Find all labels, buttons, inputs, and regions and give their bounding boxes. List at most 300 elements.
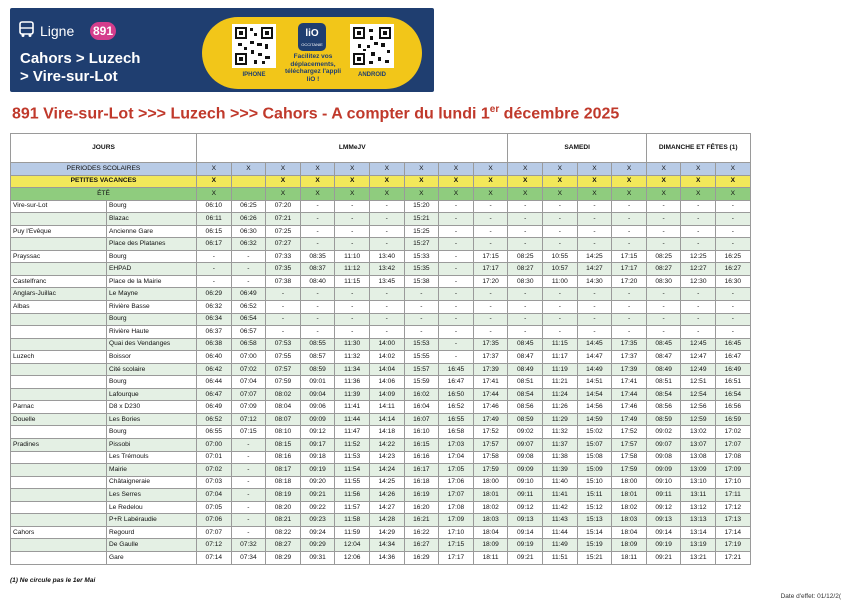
period-mark: X — [681, 163, 716, 176]
time-cell: 14:56 — [577, 401, 612, 414]
time-cell: - — [439, 275, 474, 288]
time-cell: 15:33 — [404, 250, 439, 263]
time-cell: 11:58 — [335, 514, 370, 527]
time-cell: 09:12 — [508, 501, 543, 514]
commune-cell — [11, 326, 107, 339]
time-cell: 16:51 — [716, 376, 751, 389]
period-label: ÉTÉ — [11, 188, 197, 201]
period-mark: X — [300, 175, 335, 188]
time-cell: 09:14 — [646, 526, 681, 539]
table-row — [11, 439, 751, 452]
time-cell: 11:15 — [335, 275, 370, 288]
time-cell: - — [543, 238, 578, 251]
time-cell: 07:59 — [266, 376, 301, 389]
time-cell: 08:37 — [300, 263, 335, 276]
time-cell: 12:47 — [681, 351, 716, 364]
time-cell: - — [439, 301, 474, 314]
commune-cell — [11, 539, 107, 552]
time-cell: 18:09 — [612, 539, 647, 552]
table-row — [11, 213, 751, 226]
time-cell: 07:27 — [266, 238, 301, 251]
time-cell: - — [716, 301, 751, 314]
table-row — [11, 413, 751, 426]
time-cell: - — [300, 225, 335, 238]
stop-cell: Bourg — [107, 200, 197, 213]
time-cell: 17:07 — [439, 489, 474, 502]
time-cell: 14:45 — [577, 338, 612, 351]
table-row — [11, 388, 751, 401]
period-mark: X — [369, 175, 404, 188]
time-cell: 08:02 — [266, 388, 301, 401]
time-cell: 06:32 — [231, 238, 266, 251]
time-cell: - — [404, 301, 439, 314]
footnote: (1) Ne circule pas le 1er Mai — [10, 577, 96, 584]
period-mark: X — [335, 188, 370, 201]
time-cell: 11:54 — [335, 464, 370, 477]
time-cell: - — [681, 313, 716, 326]
commune-cell: Puy l'Evêque — [11, 225, 107, 238]
time-cell: - — [369, 301, 404, 314]
time-cell: 17:59 — [473, 464, 508, 477]
time-cell: 11:53 — [335, 451, 370, 464]
time-cell: - — [369, 238, 404, 251]
time-cell: - — [681, 200, 716, 213]
table-row — [11, 501, 751, 514]
time-cell: 18:01 — [473, 489, 508, 502]
time-cell: 08:07 — [266, 413, 301, 426]
commune-cell: Parnac — [11, 401, 107, 414]
time-cell: 06:30 — [231, 225, 266, 238]
time-cell: 09:04 — [300, 388, 335, 401]
time-cell: 14:23 — [369, 451, 404, 464]
time-cell: 09:09 — [646, 464, 681, 477]
time-cell: 11:10 — [335, 250, 370, 263]
period-mark: X — [681, 175, 716, 188]
time-cell: - — [612, 213, 647, 226]
time-cell: - — [508, 326, 543, 339]
time-cell: - — [543, 200, 578, 213]
time-cell: 11:42 — [543, 501, 578, 514]
commune-cell — [11, 489, 107, 502]
time-cell: 06:54 — [231, 313, 266, 326]
commune-cell — [11, 376, 107, 389]
time-cell: - — [439, 288, 474, 301]
period-mark: X — [266, 163, 301, 176]
time-cell: - — [473, 225, 508, 238]
time-cell: - — [266, 313, 301, 326]
commune-cell — [11, 501, 107, 514]
time-cell: 09:23 — [300, 514, 335, 527]
time-cell: 14:59 — [577, 413, 612, 426]
table-row — [11, 326, 751, 339]
time-cell: 17:49 — [612, 413, 647, 426]
time-cell: 09:19 — [646, 539, 681, 552]
stop-cell: Le Mayne — [107, 288, 197, 301]
time-cell: 09:01 — [300, 376, 335, 389]
qr-code-iphone-icon[interactable] — [232, 24, 276, 68]
timetable — [10, 133, 751, 565]
time-cell: 07:00 — [231, 351, 266, 364]
commune-cell: Pradines — [11, 439, 107, 452]
time-cell: - — [646, 301, 681, 314]
time-cell: 08:40 — [300, 275, 335, 288]
period-row — [11, 188, 751, 201]
time-cell: - — [577, 326, 612, 339]
time-cell: 16:59 — [716, 413, 751, 426]
time-cell: - — [577, 238, 612, 251]
time-cell: 13:42 — [369, 263, 404, 276]
time-cell: - — [300, 238, 335, 251]
time-cell: 08:04 — [266, 401, 301, 414]
time-cell: 16:02 — [404, 388, 439, 401]
time-cell: 06:29 — [197, 288, 232, 301]
time-cell: 11:00 — [543, 275, 578, 288]
time-cell: 16:15 — [404, 439, 439, 452]
time-cell: 17:08 — [716, 451, 751, 464]
time-cell: - — [508, 200, 543, 213]
time-cell: 16:56 — [716, 401, 751, 414]
time-cell: - — [335, 213, 370, 226]
timetable-header-row — [11, 134, 751, 163]
time-cell: - — [300, 213, 335, 226]
stop-cell: Les Bories — [107, 413, 197, 426]
time-cell: 17:44 — [473, 388, 508, 401]
time-cell: - — [681, 288, 716, 301]
time-cell: 11:39 — [543, 464, 578, 477]
time-cell: - — [716, 288, 751, 301]
time-cell: 07:07 — [231, 388, 266, 401]
table-row — [11, 451, 751, 464]
table-row — [11, 464, 751, 477]
time-cell: 18:03 — [473, 514, 508, 527]
time-cell: - — [300, 313, 335, 326]
period-mark: X — [231, 163, 266, 176]
commune-cell — [11, 451, 107, 464]
period-mark: X — [197, 175, 232, 188]
time-cell: 11:43 — [543, 514, 578, 527]
time-cell: 14:51 — [577, 376, 612, 389]
time-cell: 16:27 — [716, 263, 751, 276]
time-cell: - — [681, 225, 716, 238]
commune-cell: Anglars-Juillac — [11, 288, 107, 301]
time-cell: 06:25 — [231, 200, 266, 213]
time-cell: - — [577, 213, 612, 226]
time-cell: 08:30 — [508, 275, 543, 288]
time-cell: 08:29 — [266, 551, 301, 564]
time-cell: 11:59 — [335, 526, 370, 539]
time-cell: 16:17 — [404, 464, 439, 477]
period-mark: X — [300, 188, 335, 201]
time-cell: - — [646, 238, 681, 251]
time-cell: - — [543, 213, 578, 226]
lio-logo: liO — [298, 23, 326, 51]
time-cell: 07:03 — [197, 476, 232, 489]
header-samedi: SAMEDI — [508, 134, 646, 163]
time-cell: 08:49 — [646, 363, 681, 376]
time-cell: 07:12 — [197, 539, 232, 552]
time-cell: - — [335, 225, 370, 238]
commune-cell — [11, 476, 107, 489]
time-cell: 11:47 — [335, 426, 370, 439]
title-sup: er — [489, 104, 500, 115]
period-mark — [231, 175, 266, 188]
time-cell: 08:47 — [508, 351, 543, 364]
time-cell: 07:32 — [231, 539, 266, 552]
time-cell: 07:53 — [266, 338, 301, 351]
time-cell: 11:52 — [335, 439, 370, 452]
time-cell: 06:47 — [197, 388, 232, 401]
time-cell: 13:10 — [681, 476, 716, 489]
time-cell: 13:02 — [681, 426, 716, 439]
time-cell: - — [439, 250, 474, 263]
time-cell: 11:19 — [543, 363, 578, 376]
time-cell: - — [473, 313, 508, 326]
time-cell: - — [612, 313, 647, 326]
period-mark: X — [197, 163, 232, 176]
table-row — [11, 526, 751, 539]
time-cell: - — [612, 200, 647, 213]
time-cell: 15:38 — [404, 275, 439, 288]
route-line-2: > Vire-sur-Lot — [20, 68, 118, 85]
time-cell: 06:52 — [197, 413, 232, 426]
period-mark: X — [266, 175, 301, 188]
stop-cell: D8 x D230 — [107, 401, 197, 414]
time-cell: 07:02 — [231, 363, 266, 376]
time-cell: 08:54 — [508, 388, 543, 401]
time-cell: - — [508, 238, 543, 251]
time-cell: 17:21 — [716, 551, 751, 564]
time-cell: 13:40 — [369, 250, 404, 263]
time-cell: - — [681, 238, 716, 251]
time-cell: 13:11 — [681, 489, 716, 502]
time-cell: 17:59 — [612, 464, 647, 477]
time-cell: 11:24 — [543, 388, 578, 401]
time-cell: 18:04 — [473, 526, 508, 539]
stop-cell: Le Redelou — [107, 501, 197, 514]
time-cell: 16:58 — [439, 426, 474, 439]
time-cell: 06:17 — [197, 238, 232, 251]
time-cell: 16:29 — [404, 551, 439, 564]
time-cell: - — [646, 213, 681, 226]
time-cell: 17:15 — [612, 250, 647, 263]
time-cell: 13:45 — [369, 275, 404, 288]
period-mark: X — [716, 188, 751, 201]
time-cell: - — [612, 238, 647, 251]
time-cell: 08:57 — [300, 351, 335, 364]
time-cell: 14:27 — [577, 263, 612, 276]
time-cell: 09:07 — [646, 439, 681, 452]
time-cell: 08:49 — [508, 363, 543, 376]
time-cell: 17:57 — [612, 439, 647, 452]
time-cell: 08:59 — [646, 413, 681, 426]
time-cell: - — [577, 200, 612, 213]
time-cell: 11:55 — [335, 476, 370, 489]
time-cell: 17:17 — [473, 263, 508, 276]
time-cell: 17:08 — [439, 501, 474, 514]
time-cell: 11:41 — [335, 401, 370, 414]
time-cell: 17:09 — [439, 514, 474, 527]
period-label: PERIODES SCOLAIRES — [11, 163, 197, 176]
time-cell: - — [716, 313, 751, 326]
time-cell: 17:35 — [612, 338, 647, 351]
qr-android-caption: ANDROID — [358, 72, 386, 78]
time-cell: 17:13 — [716, 514, 751, 527]
stop-cell: Regourd — [107, 526, 197, 539]
table-row — [11, 313, 751, 326]
commune-cell — [11, 213, 107, 226]
time-cell: 08:45 — [508, 338, 543, 351]
time-cell: - — [369, 326, 404, 339]
time-cell: 15:10 — [577, 476, 612, 489]
period-mark: X — [473, 163, 508, 176]
time-cell: 17:10 — [716, 476, 751, 489]
time-cell: 06:10 — [197, 200, 232, 213]
time-cell: 11:12 — [335, 263, 370, 276]
time-cell: 08:54 — [646, 388, 681, 401]
time-cell: - — [439, 263, 474, 276]
header-dimanche: DIMANCHE ET FÊTES (1) — [646, 134, 750, 163]
period-mark: X — [543, 163, 578, 176]
period-mark: X — [577, 175, 612, 188]
time-cell: 09:10 — [646, 476, 681, 489]
header-banner — [10, 8, 434, 92]
time-cell: - — [612, 288, 647, 301]
period-mark: X — [716, 163, 751, 176]
time-cell: 17:17 — [439, 551, 474, 564]
time-cell: 09:08 — [646, 451, 681, 464]
time-cell: 11:34 — [335, 363, 370, 376]
time-cell: - — [335, 326, 370, 339]
time-cell: 16:47 — [439, 376, 474, 389]
table-row — [11, 301, 751, 314]
time-cell: 09:19 — [300, 464, 335, 477]
time-cell: 15:14 — [577, 526, 612, 539]
time-cell: - — [473, 213, 508, 226]
time-cell: 15:09 — [577, 464, 612, 477]
commune-cell: Luzech — [11, 351, 107, 364]
period-mark: X — [612, 175, 647, 188]
time-cell: 07:09 — [231, 401, 266, 414]
time-cell: 16:10 — [404, 426, 439, 439]
time-cell: 15:27 — [404, 238, 439, 251]
stop-cell: Les Serres — [107, 489, 197, 502]
time-cell: - — [404, 313, 439, 326]
time-cell: 18:02 — [473, 501, 508, 514]
commune-cell — [11, 238, 107, 251]
time-cell: 09:10 — [508, 476, 543, 489]
time-cell: 07:04 — [231, 376, 266, 389]
time-cell: 14:25 — [577, 250, 612, 263]
time-cell: 11:56 — [335, 489, 370, 502]
time-cell: 16:54 — [716, 388, 751, 401]
commune-cell: Cahors — [11, 526, 107, 539]
time-cell: 12:27 — [681, 263, 716, 276]
table-row — [11, 200, 751, 213]
commune-cell — [11, 338, 107, 351]
time-cell: 08:51 — [646, 376, 681, 389]
time-cell: - — [577, 225, 612, 238]
stop-cell: Les Trémouls — [107, 451, 197, 464]
time-cell: 08:18 — [266, 476, 301, 489]
time-cell: 12:56 — [681, 401, 716, 414]
time-cell: 11:26 — [543, 401, 578, 414]
period-mark: X — [335, 163, 370, 176]
time-cell: 07:20 — [266, 200, 301, 213]
time-cell: 14:27 — [369, 501, 404, 514]
time-cell: 11:37 — [543, 439, 578, 452]
time-cell: 09:07 — [508, 439, 543, 452]
time-cell: 09:13 — [646, 514, 681, 527]
period-mark: X — [646, 163, 681, 176]
time-cell: 07:38 — [266, 275, 301, 288]
time-cell: 08:56 — [646, 401, 681, 414]
time-cell: - — [716, 238, 751, 251]
time-cell: 08:16 — [266, 451, 301, 464]
time-cell: 14:06 — [369, 376, 404, 389]
time-cell: - — [473, 200, 508, 213]
time-cell: 17:14 — [716, 526, 751, 539]
time-cell: 10:55 — [543, 250, 578, 263]
lio-logo-sub: OCCITANIE — [301, 42, 323, 47]
time-cell: - — [231, 501, 266, 514]
time-cell: 06:34 — [197, 313, 232, 326]
time-cell: - — [404, 288, 439, 301]
time-cell: 09:08 — [508, 451, 543, 464]
period-mark: X — [439, 175, 474, 188]
period-mark — [231, 188, 266, 201]
period-rows — [11, 163, 751, 201]
period-mark: X — [439, 188, 474, 201]
time-cell: 14:04 — [369, 363, 404, 376]
time-cell: 06:55 — [197, 426, 232, 439]
time-cell: 16:04 — [404, 401, 439, 414]
time-cell: 09:14 — [508, 526, 543, 539]
time-cell: 09:22 — [300, 501, 335, 514]
time-cell: 09:19 — [508, 539, 543, 552]
table-row — [11, 551, 751, 564]
time-cell: 16:18 — [404, 476, 439, 489]
time-cell: 17:19 — [716, 539, 751, 552]
time-cell: 16:47 — [716, 351, 751, 364]
time-cell: 15:19 — [577, 539, 612, 552]
qr-code-android-icon[interactable] — [350, 24, 394, 68]
time-cell: 12:49 — [681, 363, 716, 376]
time-cell: 17:20 — [612, 275, 647, 288]
commune-cell — [11, 514, 107, 527]
period-mark: X — [646, 175, 681, 188]
table-row — [11, 489, 751, 502]
time-cell: 18:01 — [612, 489, 647, 502]
time-cell: 15:13 — [577, 514, 612, 527]
time-cell: - — [369, 225, 404, 238]
period-mark: X — [508, 163, 543, 176]
commune-cell — [11, 363, 107, 376]
time-cell: 11:44 — [543, 526, 578, 539]
time-cell: 17:03 — [439, 439, 474, 452]
period-mark: X — [266, 188, 301, 201]
time-cell: - — [473, 301, 508, 314]
time-cell: - — [300, 288, 335, 301]
time-cell: 06:58 — [231, 338, 266, 351]
time-cell: 09:02 — [646, 426, 681, 439]
time-cell: 07:35 — [266, 263, 301, 276]
period-mark: X — [508, 175, 543, 188]
time-cell: 17:07 — [716, 439, 751, 452]
time-cell: - — [300, 301, 335, 314]
time-cell: 15:11 — [577, 489, 612, 502]
time-cell: 08:56 — [508, 401, 543, 414]
time-cell: 11:30 — [335, 338, 370, 351]
